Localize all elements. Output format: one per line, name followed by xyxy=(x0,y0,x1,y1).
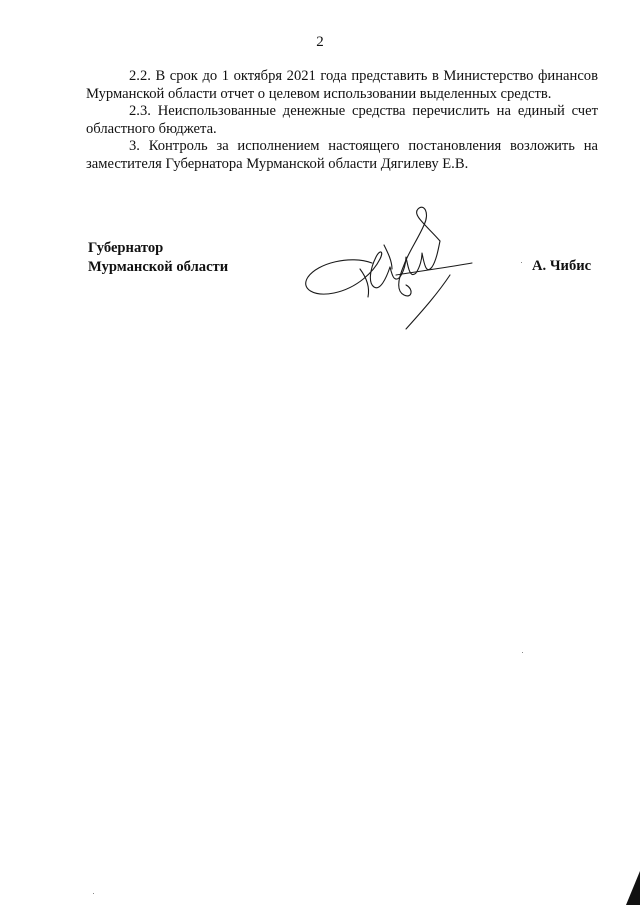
scan-speck xyxy=(521,262,522,263)
signatory-position xyxy=(88,239,228,277)
document-body xyxy=(86,68,598,173)
paragraph-2-3: 2.3. Неиспользованные денежные средства перечислить на единый счет областного бюджета. xyxy=(86,103,598,137)
signatory-region: Мурманской области xyxy=(88,259,229,275)
paragraph-3: 3. Контроль за исполнением настоящего постановления возложить на заместителя Губернатора Мурманской области Дягилеву Е.В. xyxy=(86,138,598,172)
paragraph-2-2: 2.2. В срок до 1 октября 2021 года представить в Министерство финансов Мурманской области отчет о целевом использовании выделенных средств. xyxy=(86,68,598,102)
signatory-title: Губернатор xyxy=(88,240,164,256)
scan-speck xyxy=(522,652,523,653)
handwritten-signature xyxy=(300,205,480,335)
signatory-name: А. Чибис xyxy=(532,258,592,274)
scan-speck xyxy=(93,893,94,894)
page-number: 2 xyxy=(316,34,324,50)
scan-edge-mark xyxy=(626,871,640,905)
